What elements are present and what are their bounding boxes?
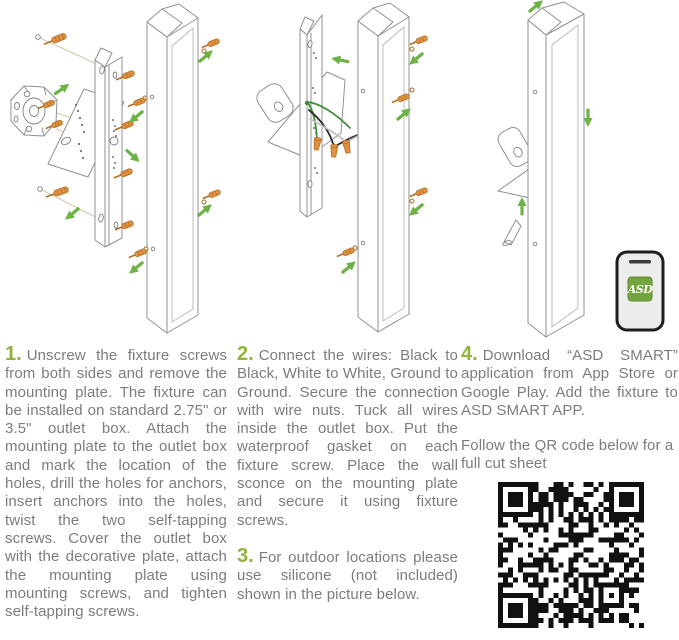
silicone-tube xyxy=(502,220,521,246)
step-3-number: 3. xyxy=(237,544,254,567)
fixture-screw-icon xyxy=(127,97,146,109)
qr-code xyxy=(498,482,644,628)
step-3-body: For outdoor locations please use silicone (not included) shown in the picture below. xyxy=(237,548,458,603)
step-4-column xyxy=(461,345,678,474)
step-1-body: Unscrew the fixture screws from both sides and remove the mounting plate. The fixture can be installed on standard 2.75" or 3.5" outlet box. Attach the mounting plate to the outlet box and mark the location of the holes, drill the holes for anchors, insert anchors into the holes, twist the two self-tapping screws. Cover the outlet box with the decorative plate, attach the mounting plate using mounting screws, and tighten self-tapping screws. xyxy=(5,347,227,621)
direction-arrow-icon xyxy=(124,147,143,165)
step-4-number: 4. xyxy=(461,343,478,365)
step-1-column xyxy=(5,345,227,621)
wire-nut-icon xyxy=(342,140,351,154)
direction-arrow-icon xyxy=(330,54,348,66)
mounting-plate xyxy=(300,15,322,217)
qr-note: Follow the QR code below for a full cut sheet xyxy=(461,437,674,473)
fixture-screw-icon xyxy=(409,187,428,199)
gasket-icon xyxy=(202,200,206,204)
asd-logo-text: ASD xyxy=(627,283,653,296)
direction-arrow-icon xyxy=(584,110,593,127)
outlet-box xyxy=(11,86,57,136)
gasket-icon xyxy=(410,199,414,203)
pilot-hole-icon xyxy=(38,187,43,192)
steps-2-3-column xyxy=(237,345,458,604)
step-4-body: Download “ASD SMART” application from App Store or Google Play. Add the fixture to ASD SMART APP. xyxy=(461,347,678,419)
diagram-step4-finished-fixture xyxy=(460,0,679,345)
step-2-number: 2. xyxy=(237,343,254,365)
step-2 xyxy=(237,345,458,530)
step-1 xyxy=(5,345,227,621)
phone-speaker xyxy=(629,260,651,264)
direction-arrow-icon xyxy=(126,259,145,277)
step-3 xyxy=(237,544,458,604)
wall-sconce-fixture xyxy=(358,3,409,332)
fixture-screw-icon xyxy=(409,35,428,47)
diagram-step2-wiring xyxy=(230,0,460,345)
smartphone-icon xyxy=(617,252,663,330)
pilot-hole-icon xyxy=(36,35,41,40)
fixture-screw-icon xyxy=(336,247,355,259)
step-4 xyxy=(461,345,678,420)
step-2-body: Connect the wires: Black to Black, White to White, Ground to Ground. Secure the connection with wire nuts. Tuck all wires inside the outlet box. Put the waterproof gasket on each fixture screw. Place the wall sconce on the mounting plate and secure it using fixture screws. xyxy=(237,347,458,529)
wall-sconce-fixture xyxy=(528,2,584,337)
fixture-screw-icon xyxy=(202,189,221,201)
direction-arrow-icon xyxy=(197,47,216,65)
fixture-screw-icon xyxy=(128,248,147,260)
direction-arrow-icon xyxy=(53,80,72,97)
direction-arrow-icon xyxy=(518,197,527,214)
wall-sconce-fixture xyxy=(147,4,198,333)
gasket-icon xyxy=(410,47,414,51)
fixture-screw-icon xyxy=(201,38,220,50)
mounting-plate xyxy=(95,48,122,247)
diagram-step1-mounting-plate xyxy=(0,0,230,345)
gasket-icon xyxy=(410,88,414,92)
direction-arrow-icon xyxy=(340,258,359,276)
step-1-number: 1. xyxy=(5,343,22,365)
direction-arrow-icon xyxy=(62,205,81,223)
wire-nut-icon xyxy=(330,144,338,157)
